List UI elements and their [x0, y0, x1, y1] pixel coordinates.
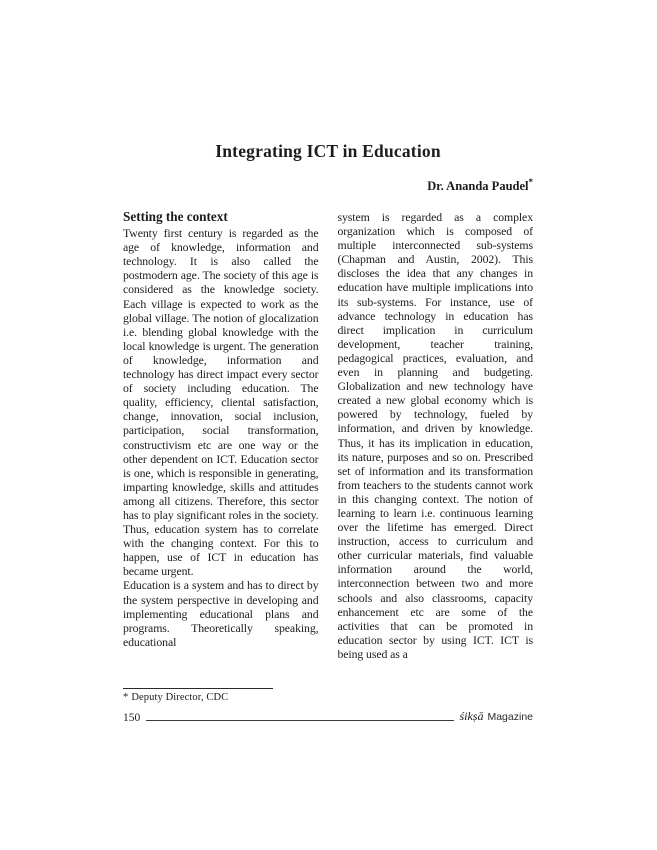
footnote-text: Deputy Director, CDC [131, 692, 229, 703]
page-number: 150 [123, 712, 141, 724]
magazine-credit [459, 709, 533, 724]
author-line [123, 176, 533, 194]
page-footer [123, 709, 533, 724]
author-name: Dr. Ananda Paudel [427, 179, 529, 193]
footnote [123, 692, 228, 703]
magazine-title: śikṣā [459, 709, 484, 723]
right-column [338, 210, 534, 682]
section-heading: Setting the context [123, 210, 228, 224]
body-paragraph: Education is a system and has to direct by the system perspective in developing and implementing educational plans and programs. Theoretically speaking, educational [123, 578, 319, 649]
two-column-text-block [123, 210, 533, 682]
article-title: Integrating ICT in Education [215, 141, 441, 161]
author-footnote-marker: * [528, 176, 533, 187]
magazine-word: Magazine [487, 711, 533, 723]
footnote-separator-rule [123, 688, 273, 689]
body-paragraph: system is regarded as a complex organization which is composed of multiple interconnected sub-systems (Chapman and Austin, 2002). This discloses the idea that any changes in education have multiple implications into its sub-systems. For instance, use of advance technology in education has direct implication in curriculum development, teacher training, pedagogical practices, evaluation, and even in planning and budgeting. Globalization and new technology have created a new global economy which is powered by technology, fueled by information, and driven by knowledge. Thus, it has its implication in education, its nature, purposes and so on. Prescribed set of information and its transformation from teachers to the students cannot work in this changing context. The notion of learning to learn i.e. continuous learning over the lifetime has emerged. Direct instruction, access to curriculum and other curricular materials, find valuable information around the world, interconnection between two and more schools and also classrooms, capacity enhancement etc are some of the activities that can be promoted in education sector by using ICT. ICT is being used as a [337, 210, 533, 661]
footnote-marker: * [123, 692, 129, 703]
left-column [123, 210, 319, 682]
footer-rule [146, 720, 454, 721]
body-paragraph: Twenty first century is regarded as the age of knowledge, information and technology. It is also called the postmodern age. The society of this age is considered as the knowledge society. Each village is expected to work as the global village. The notion of glocalization i.e. blending global knowledge with the local knowledge is urgent. The generation of knowledge, information and technology has direct impact every sector of society including education. The quality, efficiency, cliental satisfaction, change, innovation, social inclusion, participation, social transformation, constructivism etc are one way or the other dependent on ICT. Education sector is one, which is responsible in generating, imparting knowledge, skills and attitudes among all citizens. Therefore, this sector has to play significant roles in the society. Thus, education system has to correlate with the changing context. For this to happen, use of ICT in education has became urgent. [123, 226, 319, 579]
